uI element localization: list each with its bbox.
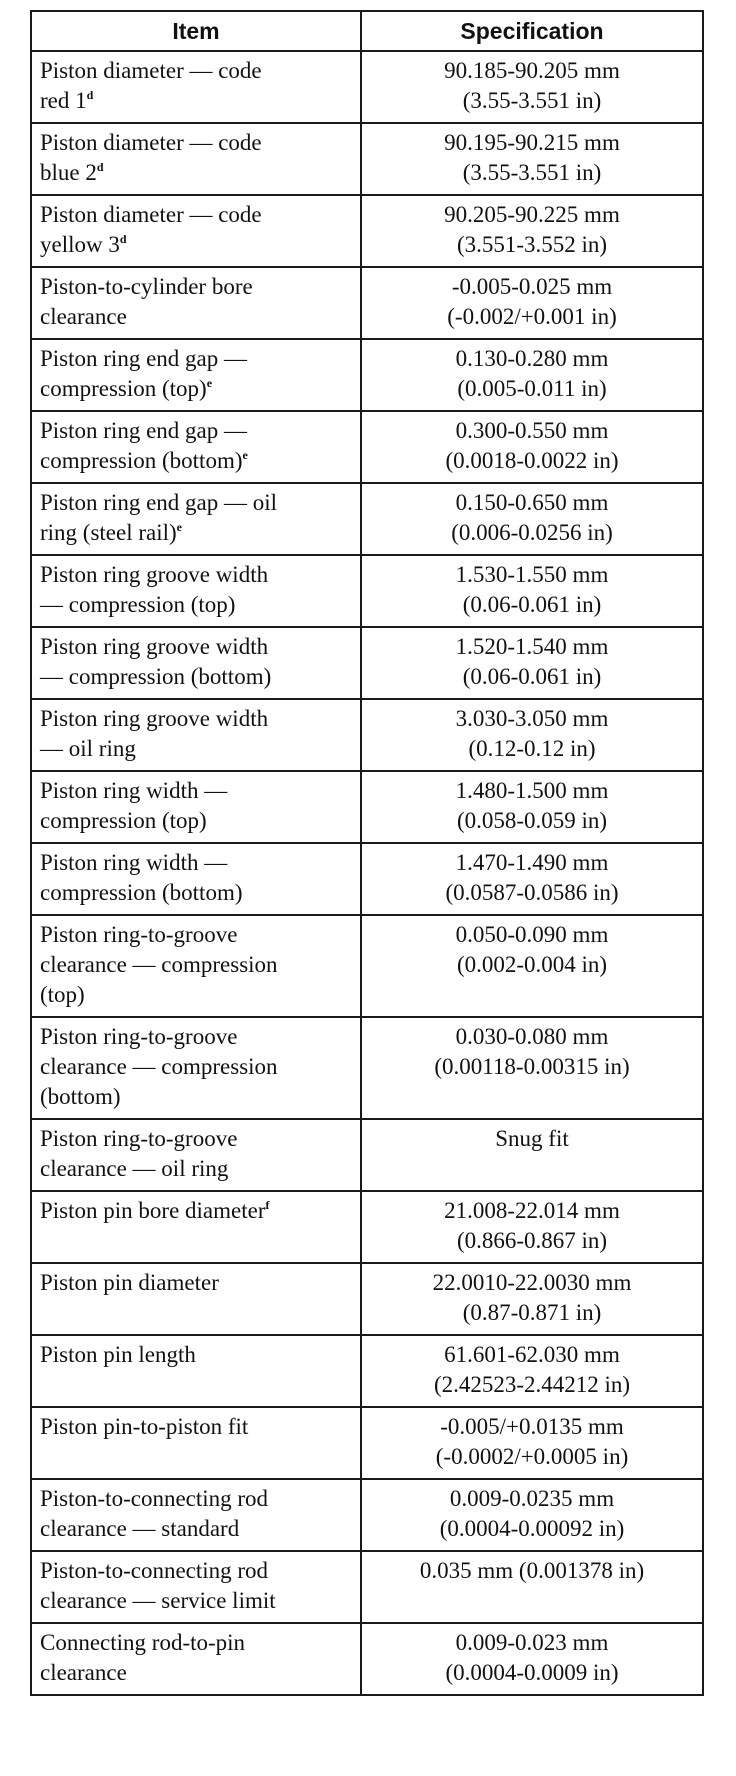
spec-cell bbox=[361, 195, 703, 267]
item-line bbox=[40, 1556, 352, 1586]
spec-line: (2.42523-2.44212 in) bbox=[433, 1372, 631, 1397]
spec-cell bbox=[361, 483, 703, 555]
footnote-marker: e bbox=[176, 520, 182, 534]
spec-cell bbox=[361, 1479, 703, 1551]
item-text: (top) bbox=[40, 982, 85, 1007]
item-cell bbox=[31, 1335, 361, 1407]
item-text: clearance — compression bbox=[40, 952, 278, 977]
item-text: yellow 3 bbox=[40, 232, 120, 257]
item-text: clearance — compression bbox=[40, 1054, 278, 1079]
spec-line: 1.520-1.540 mm bbox=[455, 634, 609, 659]
spec-line: -0.005/+0.0135 mm bbox=[440, 1414, 624, 1439]
item-text: Piston diameter — code bbox=[40, 58, 262, 83]
item-line bbox=[40, 416, 352, 446]
table-row bbox=[31, 195, 703, 267]
item-cell bbox=[31, 123, 361, 195]
item-cell bbox=[31, 555, 361, 627]
spec-line: (0.006-0.0256 in) bbox=[451, 520, 613, 545]
item-text: Piston diameter — code bbox=[40, 130, 262, 155]
item-text: Piston ring groove width bbox=[40, 706, 269, 731]
item-text: blue 2 bbox=[40, 160, 97, 185]
table-row bbox=[31, 555, 703, 627]
spec-line: (3.55-3.551 in) bbox=[462, 88, 602, 113]
footnote-marker: d bbox=[86, 88, 94, 102]
footnote-marker: e bbox=[206, 376, 213, 390]
item-cell bbox=[31, 1623, 361, 1695]
item-line bbox=[40, 1082, 352, 1112]
item-line bbox=[40, 980, 352, 1010]
item-text: ring (steel rail) bbox=[40, 520, 177, 545]
spec-cell bbox=[361, 1623, 703, 1695]
item-text: Piston-to-connecting rod bbox=[40, 1558, 269, 1583]
item-line bbox=[40, 1052, 352, 1082]
spec-cell bbox=[361, 1551, 703, 1623]
spec-line: (0.06-0.061 in) bbox=[462, 592, 602, 617]
table-row bbox=[31, 339, 703, 411]
spec-cell bbox=[361, 627, 703, 699]
item-line bbox=[40, 590, 352, 620]
item-line bbox=[40, 1484, 352, 1514]
table-row bbox=[31, 483, 703, 555]
table-row bbox=[31, 771, 703, 843]
table-row bbox=[31, 699, 703, 771]
item-cell bbox=[31, 1551, 361, 1623]
item-line bbox=[40, 446, 352, 476]
table-row bbox=[31, 1119, 703, 1191]
item-line bbox=[40, 344, 352, 374]
spec-line: (3.55-3.551 in) bbox=[462, 160, 602, 185]
item-text: — compression (bottom) bbox=[40, 664, 272, 689]
spec-line: (0.06-0.061 in) bbox=[462, 664, 602, 689]
item-cell bbox=[31, 483, 361, 555]
item-line bbox=[40, 1628, 352, 1658]
spec-cell bbox=[361, 123, 703, 195]
footnote-marker: e bbox=[242, 448, 248, 462]
spec-cell bbox=[361, 411, 703, 483]
item-cell bbox=[31, 627, 361, 699]
item-line bbox=[40, 1340, 352, 1370]
spec-line: 90.185-90.205 mm bbox=[444, 58, 620, 83]
item-text: — compression (top) bbox=[40, 592, 236, 617]
table-row bbox=[31, 1017, 703, 1119]
spec-cell bbox=[361, 771, 703, 843]
item-text: clearance bbox=[40, 1660, 127, 1685]
spec-line: (0.058-0.059 in) bbox=[456, 808, 608, 833]
spec-line: (0.866-0.867 in) bbox=[456, 1228, 608, 1253]
spec-line: 0.009-0.023 mm bbox=[455, 1630, 609, 1655]
spec-cell bbox=[361, 1407, 703, 1479]
item-line bbox=[40, 950, 352, 980]
spec-line: 0.050-0.090 mm bbox=[455, 922, 609, 947]
item-text: Piston ring end gap — bbox=[40, 418, 247, 443]
spec-line: 90.195-90.215 mm bbox=[444, 130, 620, 155]
item-text: Piston pin length bbox=[40, 1342, 196, 1367]
item-cell bbox=[31, 1119, 361, 1191]
spec-cell bbox=[361, 1263, 703, 1335]
table-row bbox=[31, 843, 703, 915]
item-line bbox=[40, 86, 352, 116]
item-line bbox=[40, 1514, 352, 1544]
item-line bbox=[40, 632, 352, 662]
header-row bbox=[31, 11, 703, 51]
spec-line: (0.12-0.12 in) bbox=[468, 736, 596, 761]
spec-line: (0.005-0.011 in) bbox=[457, 376, 607, 401]
item-line bbox=[40, 1586, 352, 1616]
spec-line: 0.150-0.650 mm bbox=[455, 490, 609, 515]
table-row bbox=[31, 627, 703, 699]
footnote-marker: d bbox=[96, 160, 104, 174]
item-cell bbox=[31, 411, 361, 483]
item-text: Piston ring-to-groove bbox=[40, 1024, 238, 1049]
spec-line: (0.0018-0.0022 in) bbox=[445, 448, 619, 473]
item-text: compression (bottom) bbox=[40, 880, 243, 905]
spec-line: Snug fit bbox=[495, 1126, 569, 1151]
item-text: Piston ring-to-groove bbox=[40, 1126, 238, 1151]
table-header bbox=[31, 11, 703, 51]
item-line bbox=[40, 1658, 352, 1688]
spec-cell bbox=[361, 267, 703, 339]
item-text: — oil ring bbox=[40, 736, 136, 761]
spec-line: 1.470-1.490 mm bbox=[455, 850, 609, 875]
item-line bbox=[40, 158, 352, 188]
item-cell bbox=[31, 699, 361, 771]
spec-cell bbox=[361, 1191, 703, 1263]
spec-line: (0.00118-0.00315 in) bbox=[434, 1054, 630, 1079]
item-text: Piston ring groove width bbox=[40, 562, 269, 587]
table-row bbox=[31, 915, 703, 1017]
spec-line: (0.0004-0.00092 in) bbox=[439, 1516, 625, 1541]
item-line bbox=[40, 734, 352, 764]
header-item: Item bbox=[31, 11, 361, 51]
item-text: clearance — service limit bbox=[40, 1588, 276, 1613]
table-body bbox=[31, 51, 703, 1695]
item-text: Piston pin diameter bbox=[40, 1270, 219, 1295]
spec-line: 61.601-62.030 mm bbox=[444, 1342, 620, 1367]
item-line bbox=[40, 776, 352, 806]
spec-cell bbox=[361, 1119, 703, 1191]
item-text: Piston ring end gap — bbox=[40, 346, 247, 371]
spec-line: 0.035 mm (0.001378 in) bbox=[419, 1558, 645, 1583]
spec-cell bbox=[361, 1017, 703, 1119]
spec-cell bbox=[361, 1335, 703, 1407]
table-row bbox=[31, 1335, 703, 1407]
item-text: Piston ring-to-groove bbox=[40, 922, 238, 947]
item-line bbox=[40, 128, 352, 158]
item-text: compression (bottom) bbox=[40, 448, 243, 473]
item-text: Piston ring end gap — oil bbox=[40, 490, 278, 515]
item-text: clearance bbox=[40, 304, 127, 329]
footnote-marker: d bbox=[119, 232, 127, 246]
item-cell bbox=[31, 51, 361, 123]
spec-cell bbox=[361, 51, 703, 123]
spec-cell bbox=[361, 339, 703, 411]
table-row bbox=[31, 51, 703, 123]
item-cell bbox=[31, 915, 361, 1017]
item-text: Connecting rod-to-pin bbox=[40, 1630, 246, 1655]
item-line bbox=[40, 806, 352, 836]
table-row bbox=[31, 123, 703, 195]
item-cell bbox=[31, 771, 361, 843]
spec-cell bbox=[361, 843, 703, 915]
item-cell bbox=[31, 195, 361, 267]
item-line bbox=[40, 374, 352, 404]
spec-line: 90.205-90.225 mm bbox=[444, 202, 620, 227]
item-cell bbox=[31, 1191, 361, 1263]
table-row bbox=[31, 1551, 703, 1623]
footnote-marker: f bbox=[265, 1198, 270, 1212]
item-line bbox=[40, 488, 352, 518]
spec-line: 0.130-0.280 mm bbox=[455, 346, 609, 371]
item-cell bbox=[31, 1407, 361, 1479]
spec-cell bbox=[361, 915, 703, 1017]
item-line bbox=[40, 1124, 352, 1154]
item-text: Piston-to-cylinder bore bbox=[40, 274, 253, 299]
table-row bbox=[31, 1407, 703, 1479]
item-cell bbox=[31, 1263, 361, 1335]
item-line bbox=[40, 518, 352, 548]
item-line bbox=[40, 56, 352, 86]
item-cell bbox=[31, 339, 361, 411]
spec-line: (0.0587-0.0586 in) bbox=[445, 880, 619, 905]
item-line bbox=[40, 848, 352, 878]
item-text: clearance — oil ring bbox=[40, 1156, 229, 1181]
spec-table bbox=[30, 10, 704, 1696]
spec-line: (-0.002/+0.001 in) bbox=[447, 304, 617, 329]
item-line bbox=[40, 302, 352, 332]
table-row bbox=[31, 1191, 703, 1263]
item-cell bbox=[31, 267, 361, 339]
item-text: Piston ring groove width bbox=[40, 634, 269, 659]
spec-line: 0.030-0.080 mm bbox=[455, 1024, 609, 1049]
item-text: (bottom) bbox=[40, 1084, 121, 1109]
spec-line: -0.005-0.025 mm bbox=[451, 274, 613, 299]
item-line bbox=[40, 1268, 352, 1298]
item-line bbox=[40, 1196, 352, 1226]
spec-line: 22.0010-22.0030 mm bbox=[432, 1270, 632, 1295]
item-text: clearance — standard bbox=[40, 1516, 240, 1541]
item-line bbox=[40, 200, 352, 230]
item-cell bbox=[31, 1017, 361, 1119]
item-line bbox=[40, 920, 352, 950]
spec-cell bbox=[361, 555, 703, 627]
item-text: Piston pin-to-piston fit bbox=[40, 1414, 249, 1439]
spec-line: 0.009-0.0235 mm bbox=[449, 1486, 615, 1511]
item-line bbox=[40, 1412, 352, 1442]
header-spec: Specification bbox=[361, 11, 703, 51]
spec-line: (0.0004-0.0009 in) bbox=[445, 1660, 619, 1685]
item-text: compression (top) bbox=[40, 376, 207, 401]
item-line bbox=[40, 662, 352, 692]
table-row bbox=[31, 267, 703, 339]
table-row bbox=[31, 411, 703, 483]
spec-line: (0.87-0.871 in) bbox=[462, 1300, 602, 1325]
table-row bbox=[31, 1263, 703, 1335]
item-line bbox=[40, 878, 352, 908]
table-row bbox=[31, 1623, 703, 1695]
item-cell bbox=[31, 843, 361, 915]
item-line bbox=[40, 704, 352, 734]
item-text: red 1 bbox=[40, 88, 87, 113]
item-text: Piston ring width — bbox=[40, 778, 228, 803]
item-text: compression (top) bbox=[40, 808, 207, 833]
spec-line: (0.002-0.004 in) bbox=[456, 952, 608, 977]
item-text: Piston ring width — bbox=[40, 850, 228, 875]
item-line bbox=[40, 1022, 352, 1052]
item-line bbox=[40, 560, 352, 590]
table-row bbox=[31, 1479, 703, 1551]
item-text: Piston-to-connecting rod bbox=[40, 1486, 269, 1511]
spec-line: 21.008-22.014 mm bbox=[444, 1198, 620, 1223]
item-text: Piston diameter — code bbox=[40, 202, 262, 227]
item-cell bbox=[31, 1479, 361, 1551]
spec-line: 1.530-1.550 mm bbox=[455, 562, 609, 587]
item-text: Piston pin bore diameter bbox=[40, 1198, 266, 1223]
spec-line: 0.300-0.550 mm bbox=[455, 418, 609, 443]
spec-cell bbox=[361, 699, 703, 771]
item-line bbox=[40, 272, 352, 302]
item-line bbox=[40, 230, 352, 260]
spec-line: (-0.0002/+0.0005 in) bbox=[435, 1444, 629, 1469]
spec-line: 3.030-3.050 mm bbox=[455, 706, 609, 731]
spec-line: (3.551-3.552 in) bbox=[456, 232, 608, 257]
item-line bbox=[40, 1154, 352, 1184]
spec-line: 1.480-1.500 mm bbox=[455, 778, 609, 803]
